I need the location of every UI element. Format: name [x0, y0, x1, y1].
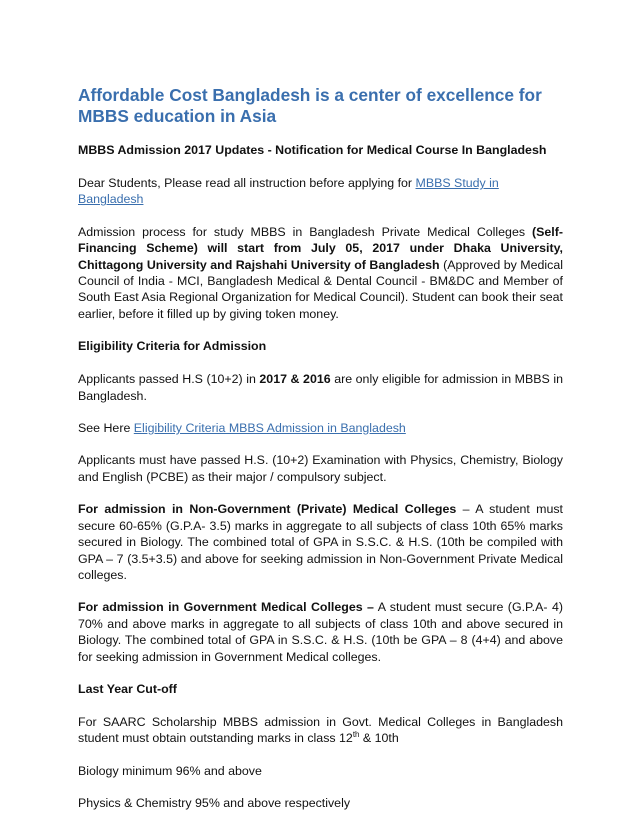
admission-process-paragraph — [78, 224, 563, 322]
private-colleges-paragraph — [78, 501, 563, 583]
mbbs-study-link[interactable]: MBBS Study in Bangladesh — [78, 176, 499, 207]
see-here-text: See Here — [78, 421, 134, 436]
intro-text: Dear Students, Please read all instruction before applying for — [78, 176, 416, 190]
admission-process-text: Admission process for study MBBS in Bangladesh Private Medical Colleges — [78, 224, 533, 239]
physics-chemistry-cutoff: Physics & Chemistry 95% and above respectively — [78, 796, 351, 811]
subjects-paragraph: Applicants must have passed H.S. (10+2) Examination with Physics, Chemistry, Biology and English (PCBE) as their major / compulsory subject. — [78, 453, 563, 484]
government-colleges-heading: For admission in Government Medical Colleges – — [78, 600, 374, 615]
eligibility-paragraph — [78, 371, 563, 404]
document-page — [78, 85, 563, 828]
private-colleges-heading: For admission in Non-Government (Private) Medical Colleges — [78, 502, 457, 517]
intro-paragraph — [78, 175, 563, 208]
eligibility-heading: Eligibility Criteria for Admission — [78, 339, 267, 354]
saarc-text: For SAARC Scholarship MBBS admission in Govt. Medical Colleges in Bangladesh student must obtain outstanding marks in class 12 — [78, 714, 563, 746]
admission-process-bold: (Self-Financing Scheme) will start from July 05, 2017 under Dhaka University, Chittagong University and Rajshahi University of Bangladesh — [78, 224, 563, 272]
eligibility-criteria-link[interactable]: Eligibility Criteria MBBS Admission in Bangladesh — [133, 421, 406, 436]
biology-cutoff: Biology minimum 96% and above — [78, 763, 262, 778]
admission-process-text-continued: (Approved by Medical Council of India - MCI, Bangladesh Medical & Dental Council - BM&DC and Member of South East Asia Regional Organization for Medical Council). Student can book their seat earlier, before it filled up by giving token money. — [78, 257, 563, 321]
private-colleges-text: – A student must secure 60-65% (G.P.A- 3.5) marks in aggregate to all subjects of class 10th 65% marks secured in Biology. The combined total of GPA in S.S.C. & H.S. (10th be compiled with GPA – 7 (3.5+3.5) and above for seeking admission in Non-Government Private Medical colleges. — [78, 502, 563, 582]
cutoff-heading: Last Year Cut-off — [78, 681, 177, 696]
see-here-paragraph — [78, 420, 563, 436]
page-title: Affordable Cost Bangladesh is a center of excellence for MBBS education in Asia — [78, 85, 542, 126]
eligibility-text-continued: are only eligible for admission in MBBS in Bangladesh. — [78, 372, 563, 403]
government-colleges-paragraph — [78, 599, 563, 665]
eligibility-text: Applicants passed H.S (10+2) in — [78, 372, 260, 387]
saarc-paragraph — [78, 714, 563, 747]
saarc-text-continued: & 10th — [359, 731, 399, 746]
government-colleges-text: A student must secure (G.P.A- 4) 70% and above marks in aggregate to all subjects of class 10th and above secured in Biology. The combined total of GPA in S.S.C. & H.S. (10th be GPA – 8 (4+4) and above for seeking admission in Government Medical colleges. — [78, 600, 563, 664]
page-subtitle: MBBS Admission 2017 Updates - Notification for Medical Course In Bangladesh — [78, 143, 547, 157]
eligibility-years: 2017 & 2016 — [259, 372, 331, 387]
saarc-superscript: th — [352, 730, 360, 740]
